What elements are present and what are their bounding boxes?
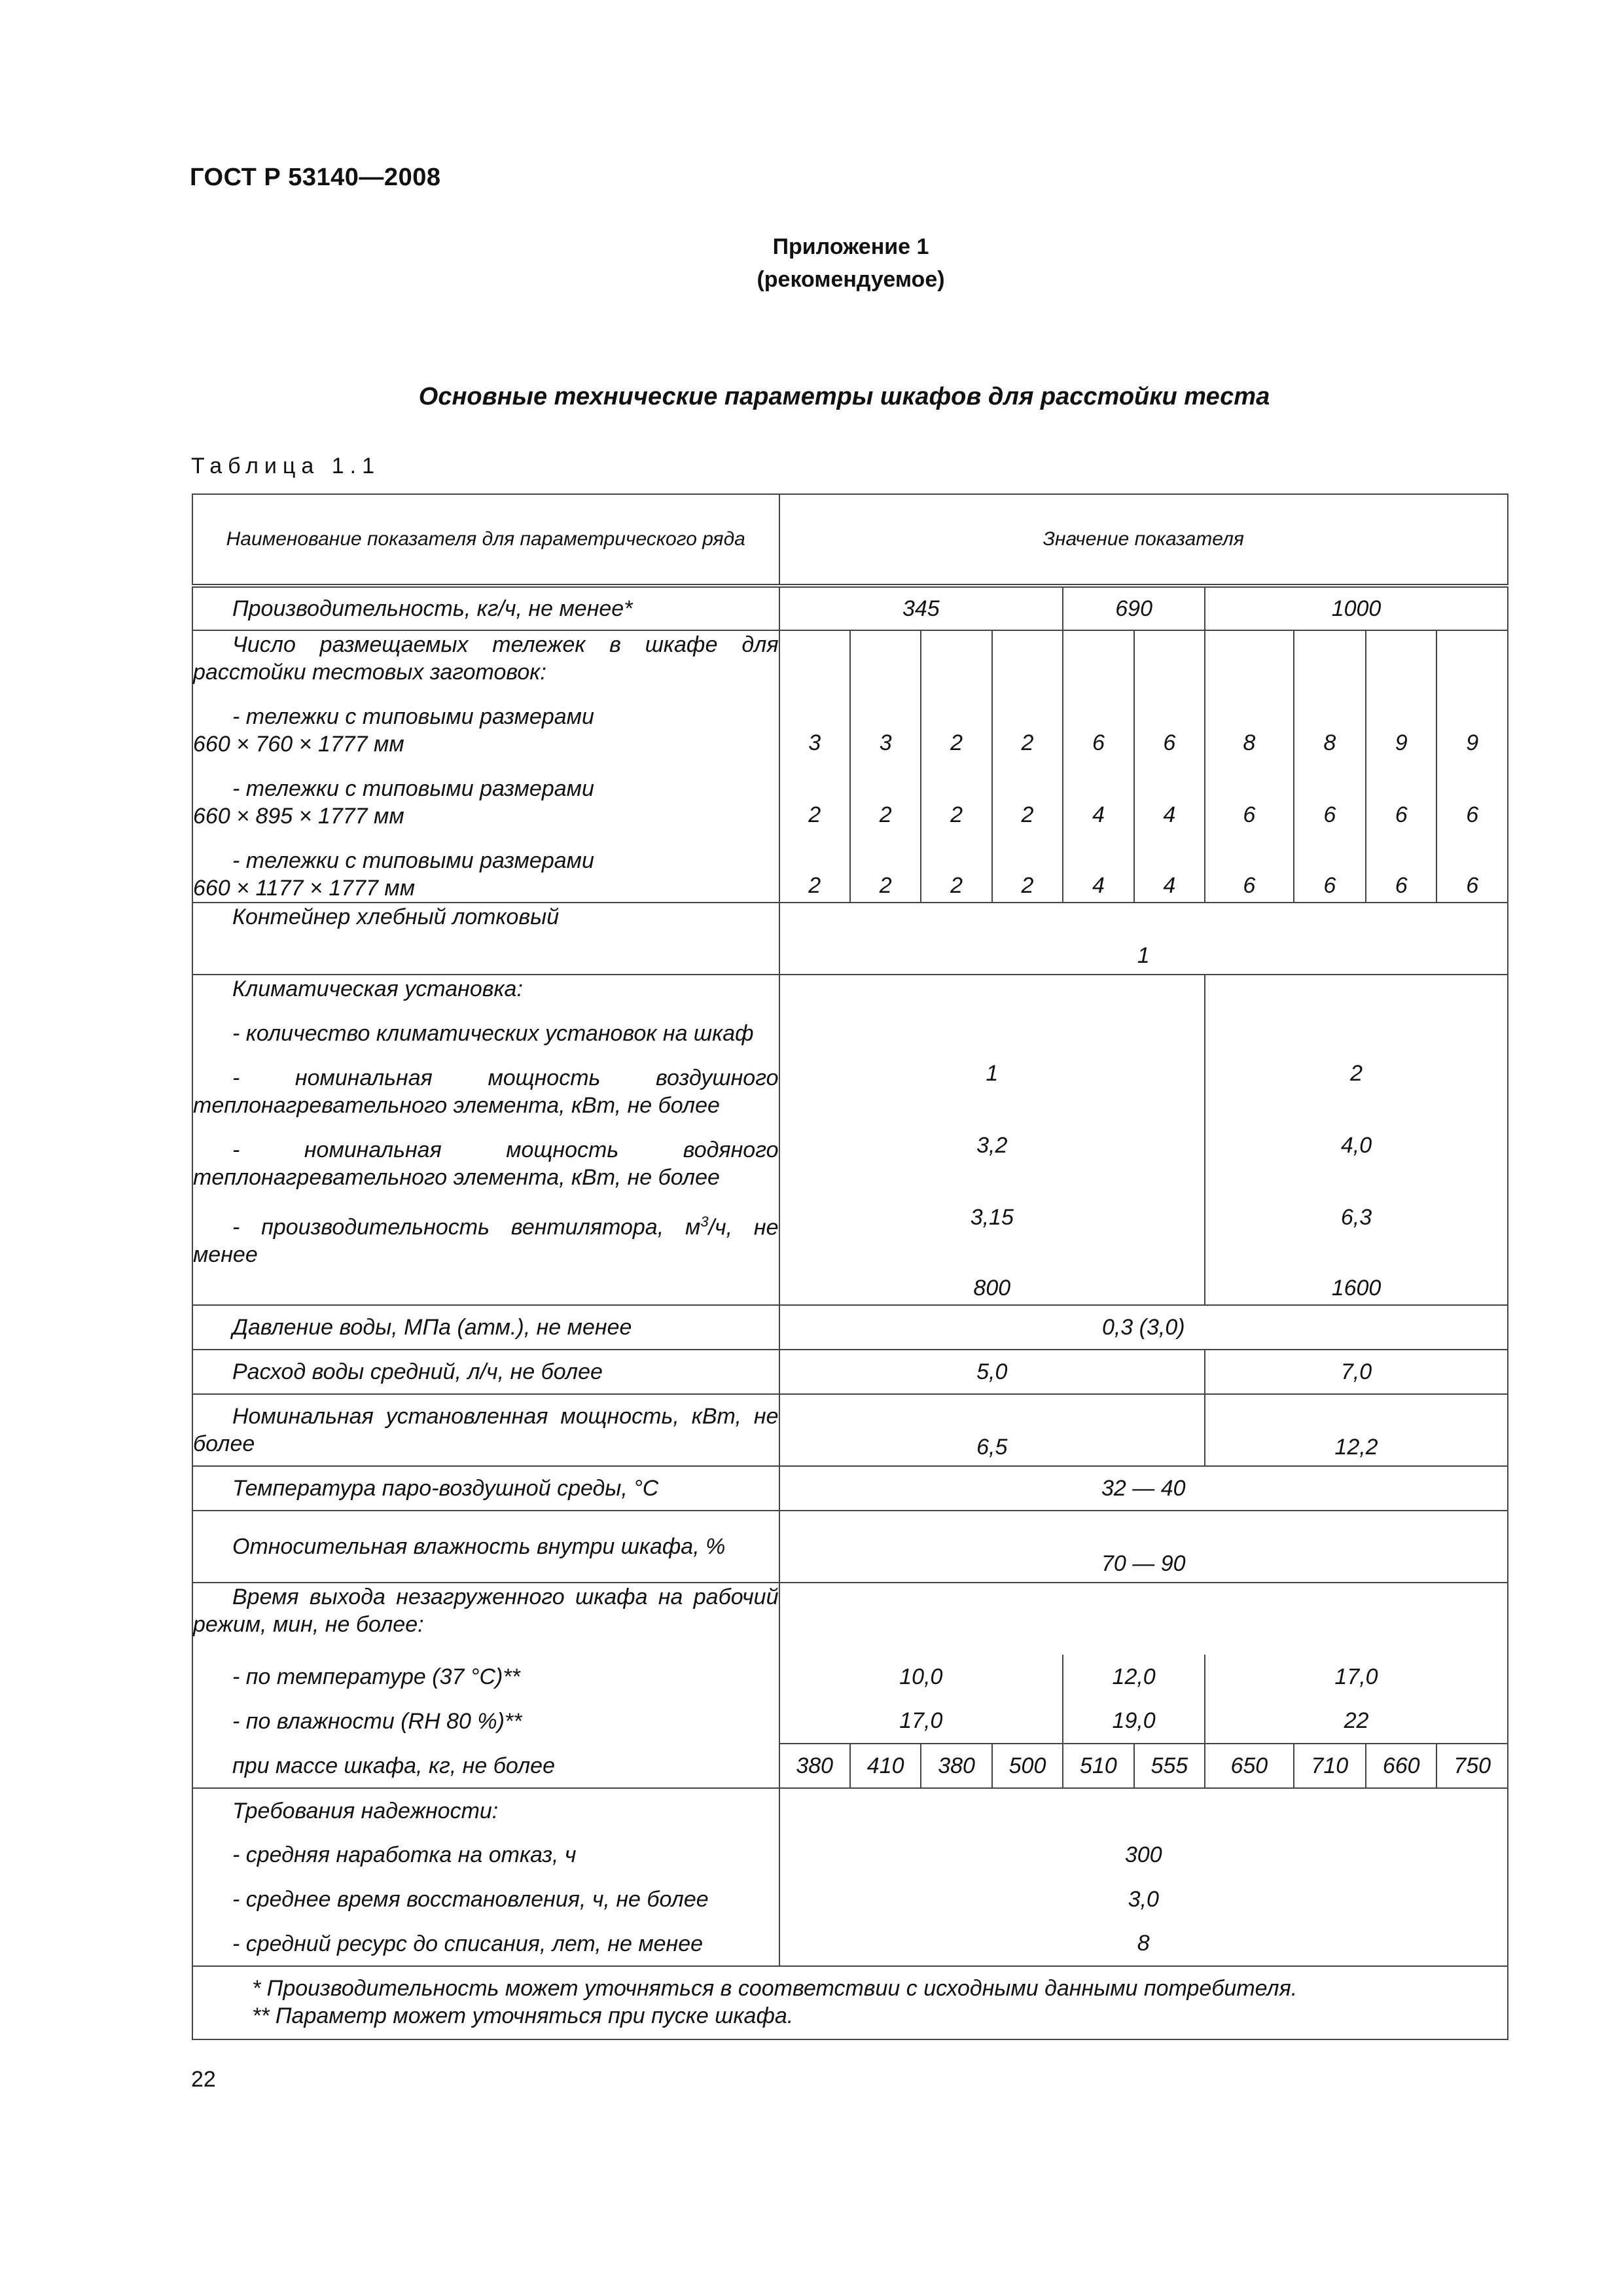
table-row-warmup-humidity [192, 1699, 1508, 1744]
value-cell: 7,0 [1205, 1350, 1508, 1394]
value-cell: 2 [879, 873, 892, 898]
value-cell: 2 [1021, 802, 1034, 827]
value-cell: 17,0 [1205, 1655, 1508, 1699]
value-cell: 1 [779, 903, 1508, 975]
value-cell: 410 [850, 1744, 921, 1788]
value-cell: 2 [808, 802, 821, 827]
table-row-carts [192, 630, 1508, 903]
table-row-warmup-temperature [192, 1655, 1508, 1699]
row-label: Число размещаемых тележек в шкафе для расстойки тестовых заготовок: - тележки с типовыми размерами 660 × 760 × 1777 мм - тележки с типовыми размерами 660 × 895 × 1777 мм - тележки с типовыми размерами 660 × 1177 × 1777 мм [192, 630, 779, 903]
value-cell: 3,0 [779, 1877, 1508, 1922]
footnote: * Производительность может уточняться в соответствии с исходными данными потребителя. [252, 1976, 1298, 2001]
value-cell: 10,0 [779, 1655, 1063, 1699]
table-header-row [192, 494, 1508, 586]
value-cell: 510 [1063, 1744, 1133, 1788]
carts-column [850, 630, 921, 903]
value-cell: 6 [1092, 730, 1105, 755]
value-cell: 1 [986, 1061, 999, 1086]
document-code: ГОСТ Р 53140—2008 [190, 164, 441, 191]
value-cell: 660 [1366, 1744, 1436, 1788]
table-footnotes-row [192, 1966, 1508, 2039]
value-cell: 3 [808, 730, 821, 755]
row-label: Расход воды средний, л/ч, не более [192, 1350, 779, 1394]
climate-values-group-2 [1205, 975, 1508, 1305]
value-cell: 2 [808, 873, 821, 898]
value-cell: 300 [779, 1833, 1508, 1877]
value-cell: 8 [1323, 730, 1336, 755]
value-cell: 3,2 [976, 1133, 1008, 1158]
value-cell: 1600 [1331, 1276, 1382, 1300]
row-label: - средняя наработка на отказ, ч [192, 1833, 779, 1877]
value-cell: 6 [1395, 873, 1408, 898]
carts-column [1366, 630, 1436, 903]
value-cell: 32 — 40 [779, 1466, 1508, 1511]
carts-column [1294, 630, 1366, 903]
row-label: Производительность, кг/ч, не менее* [192, 586, 779, 630]
value-cell: 710 [1294, 1744, 1366, 1788]
value-cell: 19,0 [1063, 1699, 1205, 1744]
value-cell: 12,2 [1205, 1394, 1508, 1466]
carts-column [1205, 630, 1294, 903]
value-cell: 3,15 [970, 1205, 1014, 1230]
table-row-power [192, 1394, 1508, 1466]
row-label: - среднее время восстановления, ч, не более [192, 1877, 779, 1922]
table-row-mtbf [192, 1833, 1508, 1877]
empty-cell [779, 1583, 1508, 1655]
table-row-mass [192, 1744, 1508, 1788]
row-label: - по влажности (RH 80 %)** [192, 1699, 779, 1744]
value-cell: 0,3 (3,0) [779, 1305, 1508, 1350]
value-cell: 6 [1466, 802, 1479, 827]
parameters-table [192, 493, 1508, 2040]
value-cell: 2 [879, 802, 892, 827]
value-cell: 6 [1163, 730, 1176, 755]
table-row-mttr [192, 1877, 1508, 1922]
value-cell: 500 [992, 1744, 1063, 1788]
value-cell: 4 [1092, 802, 1105, 827]
column-header-name: Наименование показателя для параметрического ряда [192, 494, 779, 586]
value-cell: 6 [1395, 802, 1408, 827]
table-row-container [192, 903, 1508, 975]
appendix-label: Приложение 1 [772, 234, 929, 259]
value-cell: 345 [779, 586, 1063, 630]
value-cell: 6 [1323, 873, 1336, 898]
table-row-temperature [192, 1466, 1508, 1511]
value-cell: 2 [1021, 873, 1034, 898]
value-cell: 4,0 [1340, 1133, 1372, 1158]
page-title: Основные технические параметры шкафов для расстойки теста [418, 383, 1270, 410]
table-footnotes [192, 1966, 1508, 2039]
value-cell: 2 [950, 873, 963, 898]
row-label: Требования надежности: [192, 1788, 779, 1833]
carts-column [779, 630, 850, 903]
value-cell: 6,3 [1340, 1205, 1372, 1230]
value-cell: 750 [1436, 1744, 1508, 1788]
value-cell: 6 [1466, 873, 1479, 898]
table-row-service-life [192, 1922, 1508, 1966]
appendix-heading [654, 230, 1047, 296]
value-cell: 6 [1243, 873, 1256, 898]
value-cell: 4 [1163, 873, 1176, 898]
row-label: Температура паро-воздушной среды, °С [192, 1466, 779, 1511]
value-cell: 5,0 [779, 1350, 1205, 1394]
value-cell: 22 [1205, 1699, 1508, 1744]
row-label: Давление воды, МПа (атм.), не менее [192, 1305, 779, 1350]
value-cell: 4 [1092, 873, 1105, 898]
value-cell: 380 [779, 1744, 850, 1788]
value-cell: 4 [1163, 802, 1176, 827]
table-row-reliability-intro [192, 1788, 1508, 1833]
value-cell: 17,0 [779, 1699, 1063, 1744]
value-cell: 6,5 [779, 1394, 1205, 1466]
table-row-water-flow [192, 1350, 1508, 1394]
value-cell: 6 [1243, 802, 1256, 827]
table-row-water-pressure [192, 1305, 1508, 1350]
footnote: ** Параметр может уточняться при пуске шкафа. [252, 2003, 794, 2028]
value-cell: 650 [1205, 1744, 1294, 1788]
row-label: Климатическая установка: - количество климатических установок на шкаф - номинальная мощность воздушного теплонагревательного элемента, кВт, не более - номинальная мощность водяного теплонагревательного элемента, кВт, не более - производительность вентилятора, $м^3/ч$, не менее [192, 975, 779, 1305]
value-cell: 9 [1395, 730, 1408, 755]
empty-cell [779, 1788, 1508, 1833]
row-label: Номинальная установленная мощность, кВт, не более [192, 1394, 779, 1466]
table-row-humidity [192, 1511, 1508, 1583]
value-cell: 2 [950, 730, 963, 755]
carts-column [1134, 630, 1205, 903]
value-cell: 1000 [1205, 586, 1508, 630]
table-caption: Таблица 1.1 [191, 454, 381, 478]
value-cell: 12,0 [1063, 1655, 1205, 1699]
value-cell: 3 [879, 730, 892, 755]
value-cell: 800 [973, 1276, 1011, 1300]
carts-column [1063, 630, 1133, 903]
row-label: при массе шкафа, кг, не более [192, 1744, 779, 1788]
value-cell: 8 [779, 1922, 1508, 1966]
value-cell: 2 [950, 802, 963, 827]
row-label: Контейнер хлебный лотковый [192, 903, 779, 975]
row-label: Время выхода незагруженного шкафа на рабочий режим, мин, не более: [192, 1583, 779, 1655]
row-label: - по температуре (37 °С)** [192, 1655, 779, 1699]
value-cell: 555 [1134, 1744, 1205, 1788]
value-cell: 2 [1350, 1061, 1363, 1086]
table-row-warmup-intro [192, 1583, 1508, 1655]
value-cell: 2 [1021, 730, 1034, 755]
row-label: - средний ресурс до списания, лет, не менее [192, 1922, 779, 1966]
row-label: Относительная влажность внутри шкафа, % [192, 1511, 779, 1583]
page-number: 22 [191, 2067, 216, 2092]
column-header-value: Значение показателя [779, 494, 1508, 586]
value-cell: 380 [921, 1744, 991, 1788]
value-cell: 6 [1323, 802, 1336, 827]
carts-column [1436, 630, 1508, 903]
value-cell: 690 [1063, 586, 1205, 630]
appendix-status: (рекомендуемое) [757, 267, 945, 292]
climate-values-group-1 [779, 975, 1205, 1305]
carts-column [921, 630, 991, 903]
value-cell: 70 — 90 [779, 1511, 1508, 1583]
value-cell: 9 [1466, 730, 1479, 755]
table-row-climate [192, 975, 1508, 1305]
carts-column [992, 630, 1063, 903]
value-cell: 8 [1243, 730, 1256, 755]
table-row-productivity [192, 586, 1508, 630]
